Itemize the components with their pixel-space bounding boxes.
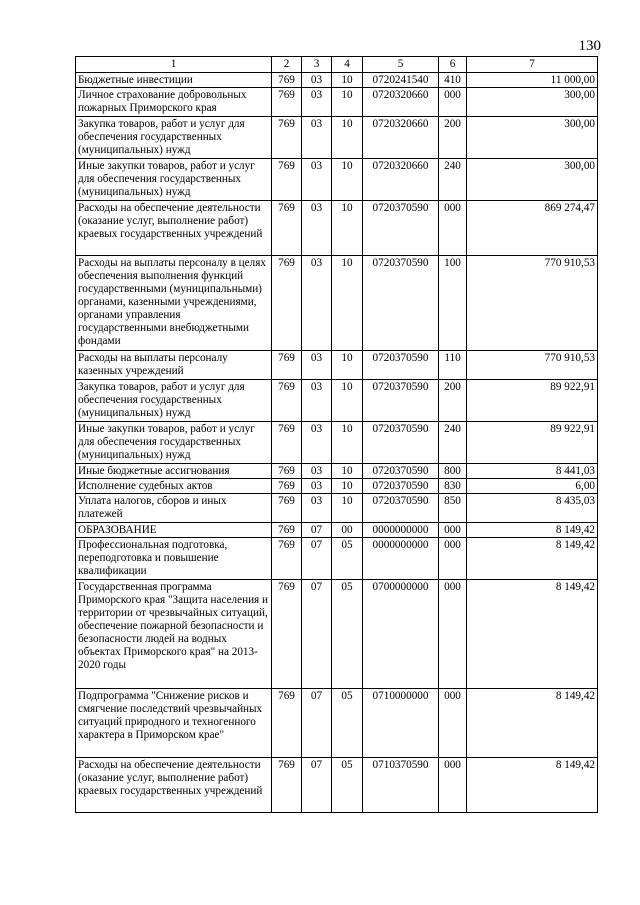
row-amount-cell: 300,00 bbox=[467, 117, 598, 159]
row-code-cell: 769 bbox=[272, 380, 302, 422]
row-code-cell: 769 bbox=[272, 351, 302, 380]
table-row bbox=[76, 73, 598, 88]
row-amount-cell: 300,00 bbox=[467, 159, 598, 201]
table-row bbox=[76, 494, 598, 523]
row-expense-type-cell: 000 bbox=[439, 523, 467, 538]
row-code-cell: 769 bbox=[272, 256, 302, 351]
row-subsection-cell: 10 bbox=[332, 88, 363, 117]
row-name-cell: Закупка товаров, работ и услуг для обеспечения государственных (муниципальных) нужд bbox=[76, 380, 272, 422]
row-target-article-cell: 0700000000 bbox=[363, 580, 439, 689]
row-expense-type-cell: 200 bbox=[439, 380, 467, 422]
table-row bbox=[76, 422, 598, 464]
row-expense-type-cell: 850 bbox=[439, 494, 467, 523]
row-amount-cell: 11 000,00 bbox=[467, 73, 598, 88]
row-code-cell: 769 bbox=[272, 538, 302, 580]
row-section-cell: 03 bbox=[302, 201, 332, 256]
row-expense-type-cell: 000 bbox=[439, 758, 467, 813]
row-section-cell: 03 bbox=[302, 494, 332, 523]
row-code-cell: 769 bbox=[272, 689, 302, 758]
row-target-article-cell: 0720370590 bbox=[363, 256, 439, 351]
row-subsection-cell: 05 bbox=[332, 538, 363, 580]
column-header: 4 bbox=[332, 57, 363, 73]
row-code-cell: 769 bbox=[272, 580, 302, 689]
row-section-cell: 03 bbox=[302, 479, 332, 494]
table-row bbox=[76, 201, 598, 256]
row-expense-type-cell: 000 bbox=[439, 88, 467, 117]
table-row bbox=[76, 351, 598, 380]
row-name-cell: Подпрограмма "Снижение рисков и смягчение последствий чрезвычайных ситуаций природного и техногенного характера в Приморском крае" bbox=[76, 689, 272, 758]
row-amount-cell: 770 910,53 bbox=[467, 256, 598, 351]
row-target-article-cell: 0720370590 bbox=[363, 201, 439, 256]
row-subsection-cell: 10 bbox=[332, 73, 363, 88]
row-name-cell: ОБРАЗОВАНИЕ bbox=[76, 523, 272, 538]
row-expense-type-cell: 000 bbox=[439, 538, 467, 580]
row-code-cell: 769 bbox=[272, 159, 302, 201]
column-header: 3 bbox=[302, 57, 332, 73]
row-section-cell: 03 bbox=[302, 88, 332, 117]
row-subsection-cell: 05 bbox=[332, 689, 363, 758]
row-subsection-cell: 10 bbox=[332, 494, 363, 523]
row-section-cell: 07 bbox=[302, 758, 332, 813]
row-amount-cell: 8 149,42 bbox=[467, 538, 598, 580]
row-expense-type-cell: 410 bbox=[439, 73, 467, 88]
row-section-cell: 03 bbox=[302, 256, 332, 351]
row-expense-type-cell: 000 bbox=[439, 201, 467, 256]
table-row bbox=[76, 88, 598, 117]
row-target-article-cell: 0710370590 bbox=[363, 758, 439, 813]
row-target-article-cell: 0720370590 bbox=[363, 422, 439, 464]
row-amount-cell: 300,00 bbox=[467, 88, 598, 117]
row-section-cell: 03 bbox=[302, 73, 332, 88]
row-amount-cell: 6,00 bbox=[467, 479, 598, 494]
row-name-cell: Государственная программа Приморского края "Защита населения и территории от чрезвычайных ситуаций, обеспечение пожарной безопасности и безопасности людей на водных объектах Приморского края" на 2013-2020 годы bbox=[76, 580, 272, 689]
row-code-cell: 769 bbox=[272, 117, 302, 159]
row-name-cell: Закупка товаров, работ и услуг для обеспечения государственных (муниципальных) нужд bbox=[76, 117, 272, 159]
row-name-cell: Профессиональная подготовка, переподготовка и повышение квалификации bbox=[76, 538, 272, 580]
row-expense-type-cell: 000 bbox=[439, 580, 467, 689]
row-amount-cell: 8 149,42 bbox=[467, 758, 598, 813]
row-subsection-cell: 05 bbox=[332, 758, 363, 813]
row-amount-cell: 8 441,03 bbox=[467, 464, 598, 479]
row-name-cell: Бюджетные инвестиции bbox=[76, 73, 272, 88]
row-name-cell: Расходы на выплаты персоналу казенных учреждений bbox=[76, 351, 272, 380]
table-row bbox=[76, 758, 598, 813]
row-section-cell: 07 bbox=[302, 580, 332, 689]
row-section-cell: 03 bbox=[302, 159, 332, 201]
row-name-cell: Расходы на обеспечение деятельности (оказание услуг, выполнение работ) краевых государственных учреждений bbox=[76, 201, 272, 256]
row-subsection-cell: 10 bbox=[332, 464, 363, 479]
row-subsection-cell: 10 bbox=[332, 117, 363, 159]
row-amount-cell: 869 274,47 bbox=[467, 201, 598, 256]
row-code-cell: 769 bbox=[272, 422, 302, 464]
row-code-cell: 769 bbox=[272, 494, 302, 523]
column-header: 6 bbox=[439, 57, 467, 73]
row-subsection-cell: 10 bbox=[332, 422, 363, 464]
row-amount-cell: 8 435,03 bbox=[467, 494, 598, 523]
row-target-article-cell: 0720320660 bbox=[363, 88, 439, 117]
page-number: 130 bbox=[578, 38, 601, 54]
row-expense-type-cell: 240 bbox=[439, 422, 467, 464]
row-section-cell: 03 bbox=[302, 351, 332, 380]
row-amount-cell: 89 922,91 bbox=[467, 422, 598, 464]
table-row bbox=[76, 479, 598, 494]
budget-table bbox=[75, 56, 598, 813]
row-name-cell: Иные закупки товаров, работ и услуг для обеспечения государственных (муниципальных) нужд bbox=[76, 159, 272, 201]
row-name-cell: Уплата налогов, сборов и иных платежей bbox=[76, 494, 272, 523]
row-subsection-cell: 10 bbox=[332, 380, 363, 422]
column-header: 7 bbox=[467, 57, 598, 73]
row-section-cell: 03 bbox=[302, 117, 332, 159]
row-code-cell: 769 bbox=[272, 479, 302, 494]
row-amount-cell: 8 149,42 bbox=[467, 580, 598, 689]
row-code-cell: 769 bbox=[272, 523, 302, 538]
row-subsection-cell: 00 bbox=[332, 523, 363, 538]
row-expense-type-cell: 110 bbox=[439, 351, 467, 380]
row-expense-type-cell: 200 bbox=[439, 117, 467, 159]
row-amount-cell: 89 922,91 bbox=[467, 380, 598, 422]
row-target-article-cell: 0000000000 bbox=[363, 538, 439, 580]
row-section-cell: 07 bbox=[302, 689, 332, 758]
column-header: 1 bbox=[76, 57, 272, 73]
row-subsection-cell: 05 bbox=[332, 580, 363, 689]
row-target-article-cell: 0000000000 bbox=[363, 523, 439, 538]
row-name-cell: Личное страхование добровольных пожарных Приморского края bbox=[76, 88, 272, 117]
row-subsection-cell: 10 bbox=[332, 201, 363, 256]
row-section-cell: 03 bbox=[302, 464, 332, 479]
row-name-cell: Исполнение судебных актов bbox=[76, 479, 272, 494]
row-amount-cell: 770 910,53 bbox=[467, 351, 598, 380]
row-code-cell: 769 bbox=[272, 73, 302, 88]
row-target-article-cell: 0720370590 bbox=[363, 494, 439, 523]
row-subsection-cell: 10 bbox=[332, 256, 363, 351]
row-target-article-cell: 0720370590 bbox=[363, 380, 439, 422]
row-code-cell: 769 bbox=[272, 758, 302, 813]
row-expense-type-cell: 240 bbox=[439, 159, 467, 201]
row-name-cell: Расходы на выплаты персоналу в целях обеспечения выполнения функций государственными (муниципальными) органами, казенными учреждениями, органами управления государственными внебюджетными фондами bbox=[76, 256, 272, 351]
row-target-article-cell: 0710000000 bbox=[363, 689, 439, 758]
row-amount-cell: 8 149,42 bbox=[467, 689, 598, 758]
row-subsection-cell: 10 bbox=[332, 479, 363, 494]
row-code-cell: 769 bbox=[272, 464, 302, 479]
table-row bbox=[76, 689, 598, 758]
row-section-cell: 07 bbox=[302, 538, 332, 580]
row-name-cell: Иные бюджетные ассигнования bbox=[76, 464, 272, 479]
table-row bbox=[76, 538, 598, 580]
row-target-article-cell: 0720320660 bbox=[363, 159, 439, 201]
row-target-article-cell: 0720370590 bbox=[363, 464, 439, 479]
table-row bbox=[76, 464, 598, 479]
row-subsection-cell: 10 bbox=[332, 351, 363, 380]
row-section-cell: 07 bbox=[302, 523, 332, 538]
row-target-article-cell: 0720320660 bbox=[363, 117, 439, 159]
row-code-cell: 769 bbox=[272, 201, 302, 256]
row-target-article-cell: 0720370590 bbox=[363, 479, 439, 494]
column-header: 5 bbox=[363, 57, 439, 73]
table-row bbox=[76, 256, 598, 351]
row-expense-type-cell: 100 bbox=[439, 256, 467, 351]
table-row bbox=[76, 523, 598, 538]
row-section-cell: 03 bbox=[302, 422, 332, 464]
row-subsection-cell: 10 bbox=[332, 159, 363, 201]
row-amount-cell: 8 149,42 bbox=[467, 523, 598, 538]
table-row bbox=[76, 580, 598, 689]
column-header: 2 bbox=[272, 57, 302, 73]
table-row bbox=[76, 117, 598, 159]
row-expense-type-cell: 800 bbox=[439, 464, 467, 479]
row-name-cell: Иные закупки товаров, работ и услуг для обеспечения государственных (муниципальных) нужд bbox=[76, 422, 272, 464]
table-row bbox=[76, 159, 598, 201]
table-row bbox=[76, 380, 598, 422]
row-target-article-cell: 0720370590 bbox=[363, 351, 439, 380]
row-code-cell: 769 bbox=[272, 88, 302, 117]
row-name-cell: Расходы на обеспечение деятельности (оказание услуг, выполнение работ) краевых государственных учреждений bbox=[76, 758, 272, 813]
row-target-article-cell: 0720241540 bbox=[363, 73, 439, 88]
row-expense-type-cell: 830 bbox=[439, 479, 467, 494]
table-header-row bbox=[76, 57, 598, 73]
row-expense-type-cell: 000 bbox=[439, 689, 467, 758]
row-section-cell: 03 bbox=[302, 380, 332, 422]
